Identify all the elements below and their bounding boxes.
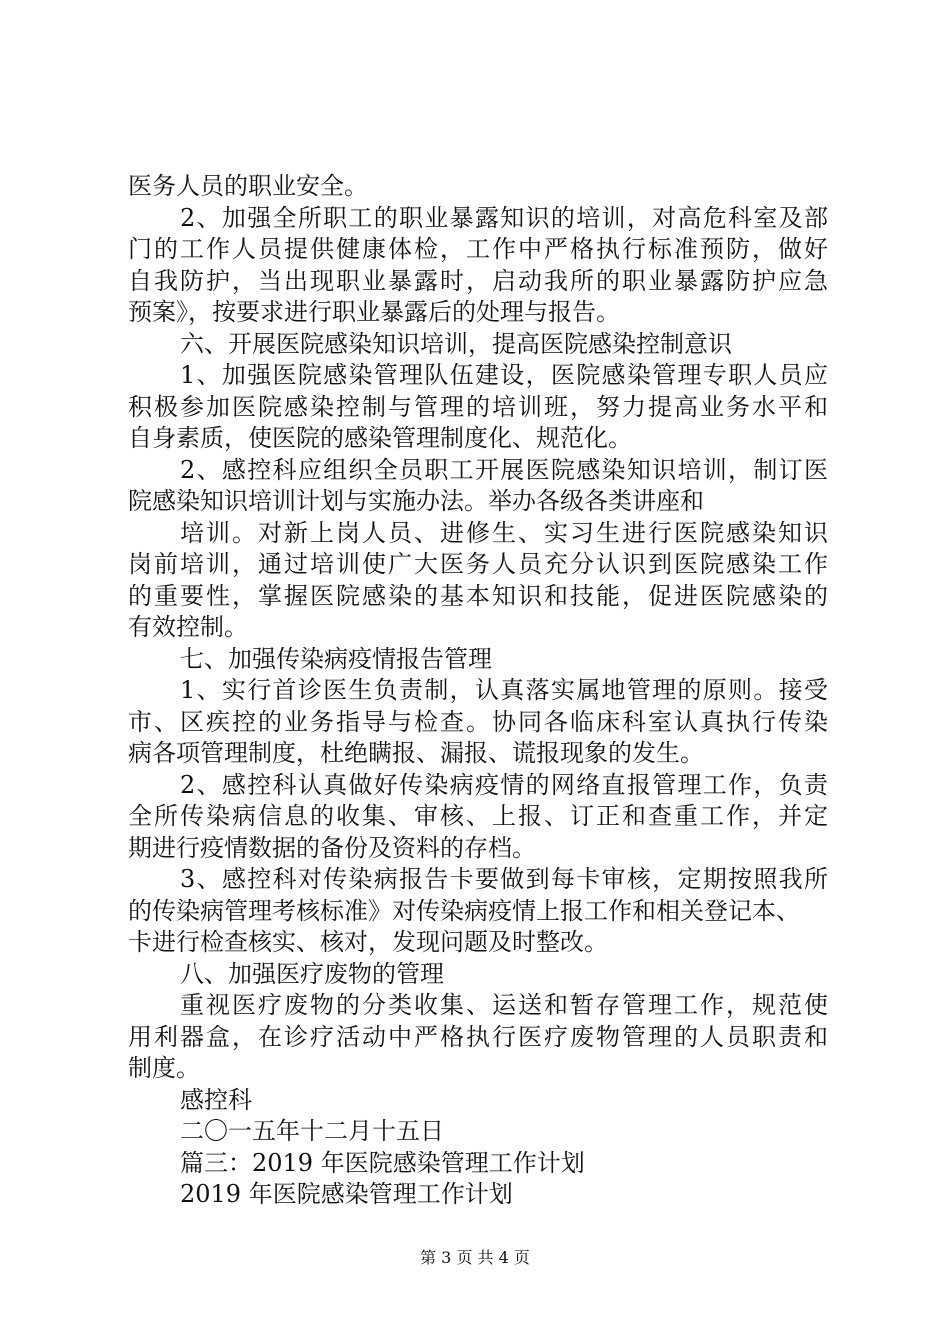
- text-line: 市、区疾控的业务指导与检查。协同各临床科室认真执行传染: [128, 707, 828, 736]
- text-line: 院感染知识培训计划与实施办法。举办各级各类讲座和: [128, 487, 704, 515]
- text-line: 八、加强医疗废物的管理: [180, 959, 444, 988]
- text-line: 门的工作人员提供健康体检，工作中严格执行标准预防，做好: [128, 235, 828, 263]
- text-line: 病各项管理制度，杜绝瞒报、漏报、谎报现象的发生。: [128, 739, 704, 767]
- text-line: 二〇一五年十二月十五日: [180, 1117, 444, 1145]
- text-line: 用利器盒，在诊疗活动中严格执行医疗废物管理的人员职责和: [128, 1022, 828, 1051]
- document-body: [128, 171, 828, 1211]
- text-line: 培训。对新上岗人员、进修生、实习生进行医院感染知识: [180, 518, 828, 547]
- text-line: 岗前培训，通过培训使广大医务人员充分认识到医院感染工作: [128, 550, 828, 578]
- text-line: 1、加强医院感染管理队伍建设，医院感染管理专职人员应: [180, 361, 828, 389]
- text-line: 2、加强全所职工的职业暴露知识的培训，对高危科室及部: [180, 203, 828, 232]
- text-line: 有效控制。: [128, 613, 248, 641]
- text-line: 2、感控科认真做好传染病疫情的网络直报管理工作，负责: [180, 770, 828, 799]
- page-footer: 第 3 页 共 4 页: [420, 1248, 530, 1267]
- text-line: 1、实行首诊医生负责制，认真落实属地管理的原则。接受: [180, 676, 828, 704]
- text-line: 3、感控科对传染病报告卡要做到每卡审核，定期按照我所: [180, 865, 828, 893]
- text-line: 全所传染病信息的收集、审核、上报、订正和查重工作，并定: [128, 802, 828, 830]
- text-line: 预案》，按要求进行职业暴露后的处理与报告。: [128, 298, 620, 326]
- text-line: 积极参加医院感染控制与管理的培训班，努力提高业务水平和: [128, 392, 828, 421]
- text-line: 2、感控科应组织全员职工开展医院感染知识培训，制订医: [180, 455, 828, 484]
- text-line: 卡进行检查核实、核对，发现问题及时整改。: [128, 928, 608, 956]
- text-line: 的传染病管理考核标准》对传染病疫情上报工作和相关登记本、: [128, 896, 800, 925]
- text-line: 六、开展医院感染知识培训，提高医院感染控制意识: [180, 329, 732, 358]
- text-line: 的重要性，掌握医院感染的基本知识和技能，促进医院感染的: [128, 581, 828, 610]
- text-line: 七、加强传染病疫情报告管理: [180, 644, 492, 673]
- text-line: 制度。: [128, 1054, 200, 1082]
- text-line: 2019 年医院感染管理工作计划: [180, 1180, 513, 1208]
- text-line: 自身素质，使医院的感染管理制度化、规范化。: [128, 424, 632, 452]
- text-line: 医务人员的职业安全。: [128, 172, 368, 200]
- text-line: 篇三：2019 年医院感染管理工作计划: [180, 1148, 585, 1177]
- text-line: 重视医疗废物的分类收集、运送和暂存管理工作，规范使: [180, 991, 828, 1019]
- text-line: 自我防护，当出现职业暴露时，启动我所的职业暴露防护应急: [128, 266, 828, 295]
- text-line: 期进行疫情数据的备份及资料的存档。: [128, 833, 536, 862]
- text-line: 感控科: [180, 1085, 252, 1114]
